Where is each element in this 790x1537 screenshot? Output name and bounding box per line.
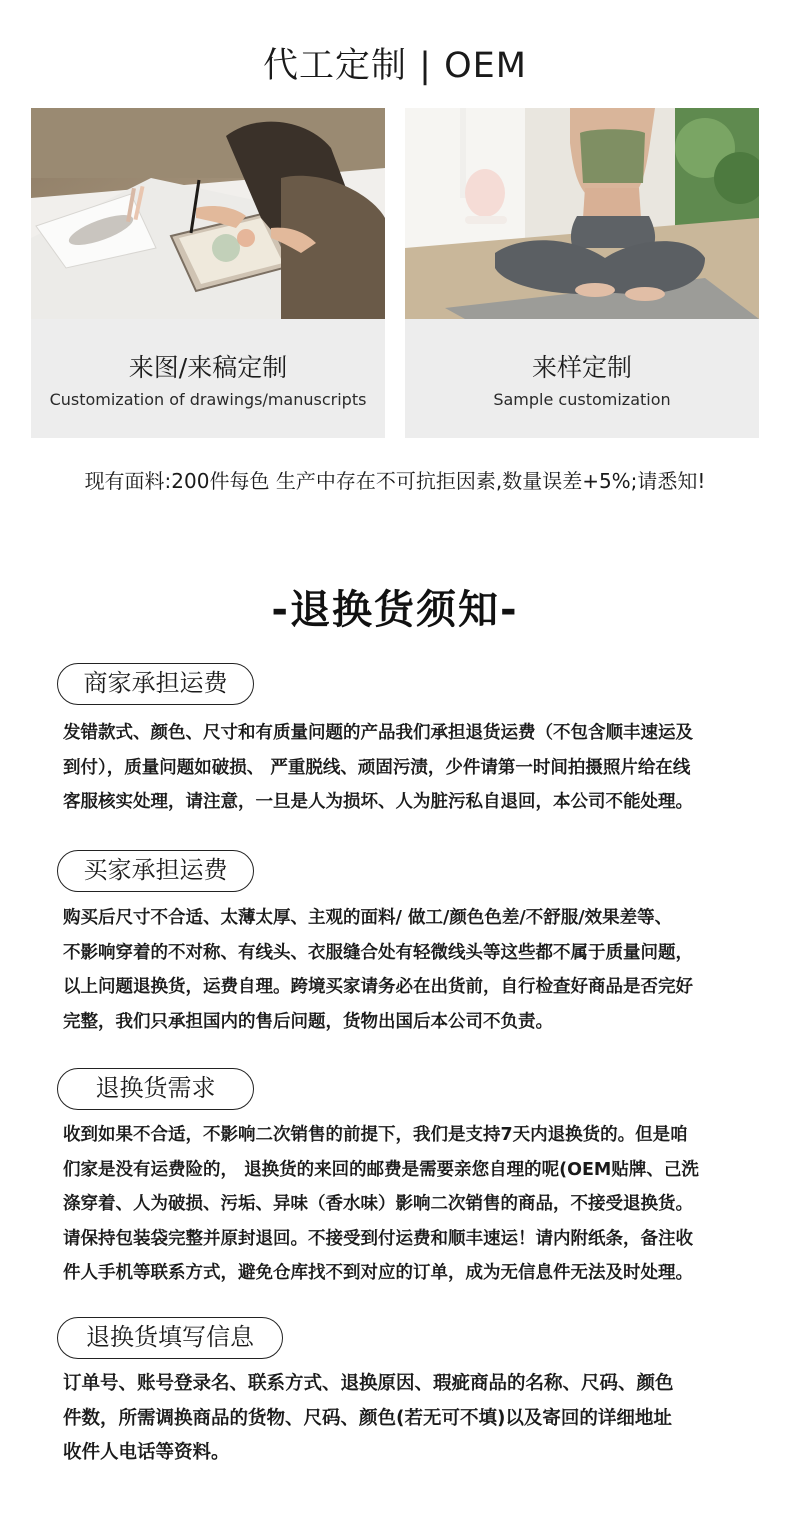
text-line: 件数，所需调换商品的货物、尺码、颜色(若无可不填)以及寄回的详细地址 — [63, 1407, 672, 1429]
woman-drawing-on-tablet-photo — [31, 108, 385, 319]
text-line: 以上问题退换货，运费自理。跨境买家请务必在出货前，自行检查好商品是否完好 — [63, 977, 693, 997]
text-line: 件人手机等联系方式，避免仓库找不到对应的订单，成为无信息件无法及时处理。 — [63, 1263, 693, 1283]
text-line: 不影响穿着的不对称、有线头、衣服缝合处有轻微线头等这些都不属于质量问题， — [63, 942, 693, 963]
text-line: 购买后尺寸不合适、太薄太厚、主观的面料/ 做工/颜色色差/不舒服/效果差等、 — [63, 908, 673, 928]
text-line: 客服核实处理，请注意，一旦是人为损坏、人为脏污私自退回，本公司不能处理。 — [63, 792, 693, 812]
card-subtitle: Sample customization — [493, 390, 671, 409]
text-line: 请保持包装袋完整并原封退回。不接受到付运费和顺丰速运！请内附纸条，备注收 — [63, 1228, 693, 1249]
text-line: 们家是没有运费险的， 退换货的来回的邮费是需要亲您自理的呢(OEM贴牌、己洗 — [63, 1159, 699, 1180]
text-line: 收到如果不合适，不影响二次销售的前提下，我们是支持7天内退换货的。但是咱 — [63, 1125, 688, 1145]
fabric-notice: 现有面料:200件每色 生产中存在不可抗拒因素,数量误差+5%;请悉知! — [84, 469, 706, 493]
custom-card-sample — [405, 108, 759, 438]
section-heading-seller-pays: 商家承担运费 — [57, 663, 254, 705]
section-heading-return-info: 退换货填写信息 — [57, 1317, 283, 1359]
section-body-return-requirements — [63, 1118, 753, 1291]
text-line: 完整，我们只承担国内的售后问题，货物出国后本公司不负责。 — [63, 1011, 553, 1032]
card-title: 来样定制 — [531, 353, 632, 382]
section-body-buyer-pays — [63, 901, 753, 1039]
returns-title: -退换货须知- — [271, 587, 519, 633]
text-line: 收件人电话等资料。 — [63, 1442, 230, 1463]
text-line: 发错款式、颜色、尺寸和有质量问题的产品我们承担退货运费（不包含顺丰速运及 — [63, 723, 693, 743]
section-body-return-info — [63, 1367, 753, 1471]
section-heading-buyer-pays: 买家承担运费 — [57, 850, 254, 892]
section-body-seller-pays — [63, 716, 753, 820]
text-line: 订单号、账号登录名、联系方式、退换原因、瑕疵商品的名称、尺码、颜色 — [63, 1373, 674, 1394]
text-line: 到付），质量问题如破损、 严重脱线、顽固污渍，少件请第一时间拍摄照片给在线 — [63, 757, 691, 778]
card-subtitle: Customization of drawings/manuscripts — [49, 390, 367, 409]
card-title: 来图/来稿定制 — [128, 353, 288, 382]
woman-yoga-pose-photo — [405, 108, 759, 319]
text-line: 涤穿着、人为破损、污垢、异味（香水味）影响二次销售的商品，不接受退换货。 — [63, 1194, 693, 1214]
section-heading-return-requirements: 退换货需求 — [57, 1068, 254, 1110]
custom-card-drawings — [31, 108, 385, 438]
oem-title: 代工定制 | OEM — [263, 46, 527, 86]
